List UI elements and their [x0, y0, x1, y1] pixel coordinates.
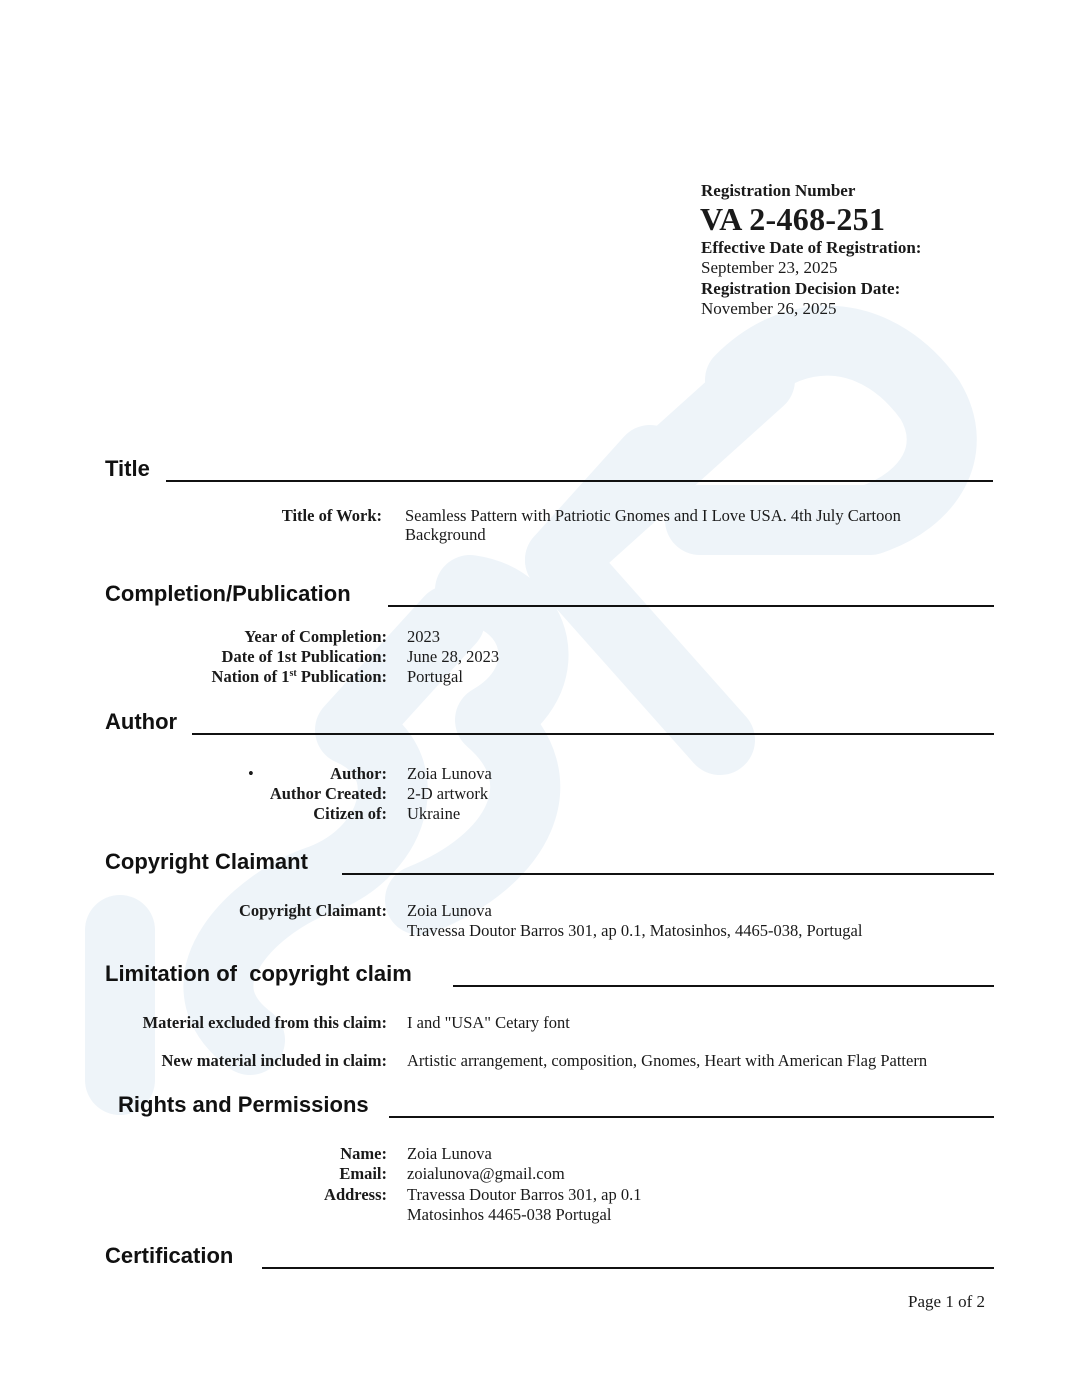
section-heading-claimant: Copyright Claimant [105, 849, 308, 874]
rights-email: zoialunova@gmail.com [407, 1164, 565, 1183]
title-of-work-line1: Seamless Pattern with Patriotic Gnomes and I Love USA. 4th July Cartoon [405, 506, 901, 525]
rights-name-label: Name: [340, 1144, 387, 1163]
effective-date-label: Effective Date of Registration: [701, 238, 922, 257]
author-bullet: • [248, 764, 254, 783]
copyright-claimant-label: Copyright Claimant: [238, 901, 387, 920]
copyright-claimant-name: Zoia Lunova [407, 901, 492, 920]
citizen-of: Ukraine [407, 804, 461, 823]
material-excluded-label: Material excluded from this claim: [142, 1013, 387, 1032]
first-publication-date-label: Date of 1st Publication: [221, 647, 387, 666]
title-of-work-line2: Background [405, 525, 486, 544]
section-rule [192, 733, 994, 735]
author-name: Zoia Lunova [407, 764, 492, 783]
section-rule [388, 605, 994, 607]
section-heading-rights: Rights and Permissions [118, 1092, 369, 1117]
page-number: Page 1 of 2 [908, 1292, 985, 1311]
section-heading-certification: Certification [105, 1243, 234, 1268]
section-heading-limitation: Limitation of copyright claim [105, 961, 412, 986]
author-created-label: Author Created: [269, 784, 387, 803]
new-material-label: New material included in claim: [161, 1051, 387, 1070]
author-label: Author: [330, 764, 387, 783]
decision-date-label: Registration Decision Date: [701, 279, 901, 298]
section-rule [262, 1267, 994, 1269]
decision-date: November 26, 2025 [701, 299, 837, 318]
effective-date: September 23, 2025 [701, 258, 838, 277]
year-of-completion-label: Year of Completion: [244, 627, 387, 646]
author-created: 2-D artwork [407, 784, 489, 803]
section-rule [453, 985, 994, 987]
year-of-completion: 2023 [407, 627, 440, 646]
rights-address-line1: Travessa Doutor Barros 301, ap 0.1 [407, 1185, 642, 1204]
rights-address-line2: Matosinhos 4465-038 Portugal [407, 1205, 612, 1224]
first-publication-date: June 28, 2023 [407, 647, 500, 666]
section-rule [166, 480, 993, 482]
section-rule [342, 873, 994, 875]
section-rule [389, 1116, 994, 1118]
section-heading-title: Title [105, 456, 150, 481]
citizen-of-label: Citizen of: [313, 804, 387, 823]
section-heading-completion: Completion/Publication [105, 581, 351, 606]
copyright-claimant-address: Travessa Doutor Barros 301, ap 0.1, Matosinhos, 4465-038, Portugal [407, 921, 863, 940]
registration-number-label: Registration Number [701, 181, 856, 200]
section-heading-author: Author [105, 709, 178, 734]
first-publication-nation: Portugal [407, 667, 463, 686]
title-of-work-label: Title of Work: [281, 506, 382, 525]
rights-email-label: Email: [339, 1164, 387, 1183]
rights-address-label: Address: [324, 1185, 387, 1204]
registration-number: VA 2-468-251 [700, 201, 886, 237]
rights-name: Zoia Lunova [407, 1144, 492, 1163]
new-material: Artistic arrangement, composition, Gnomes, Heart with American Flag Pattern [407, 1051, 928, 1070]
material-excluded: I and "USA" Cetary font [407, 1013, 570, 1032]
first-publication-nation-label: Nation of 1st Publication: [211, 667, 387, 686]
